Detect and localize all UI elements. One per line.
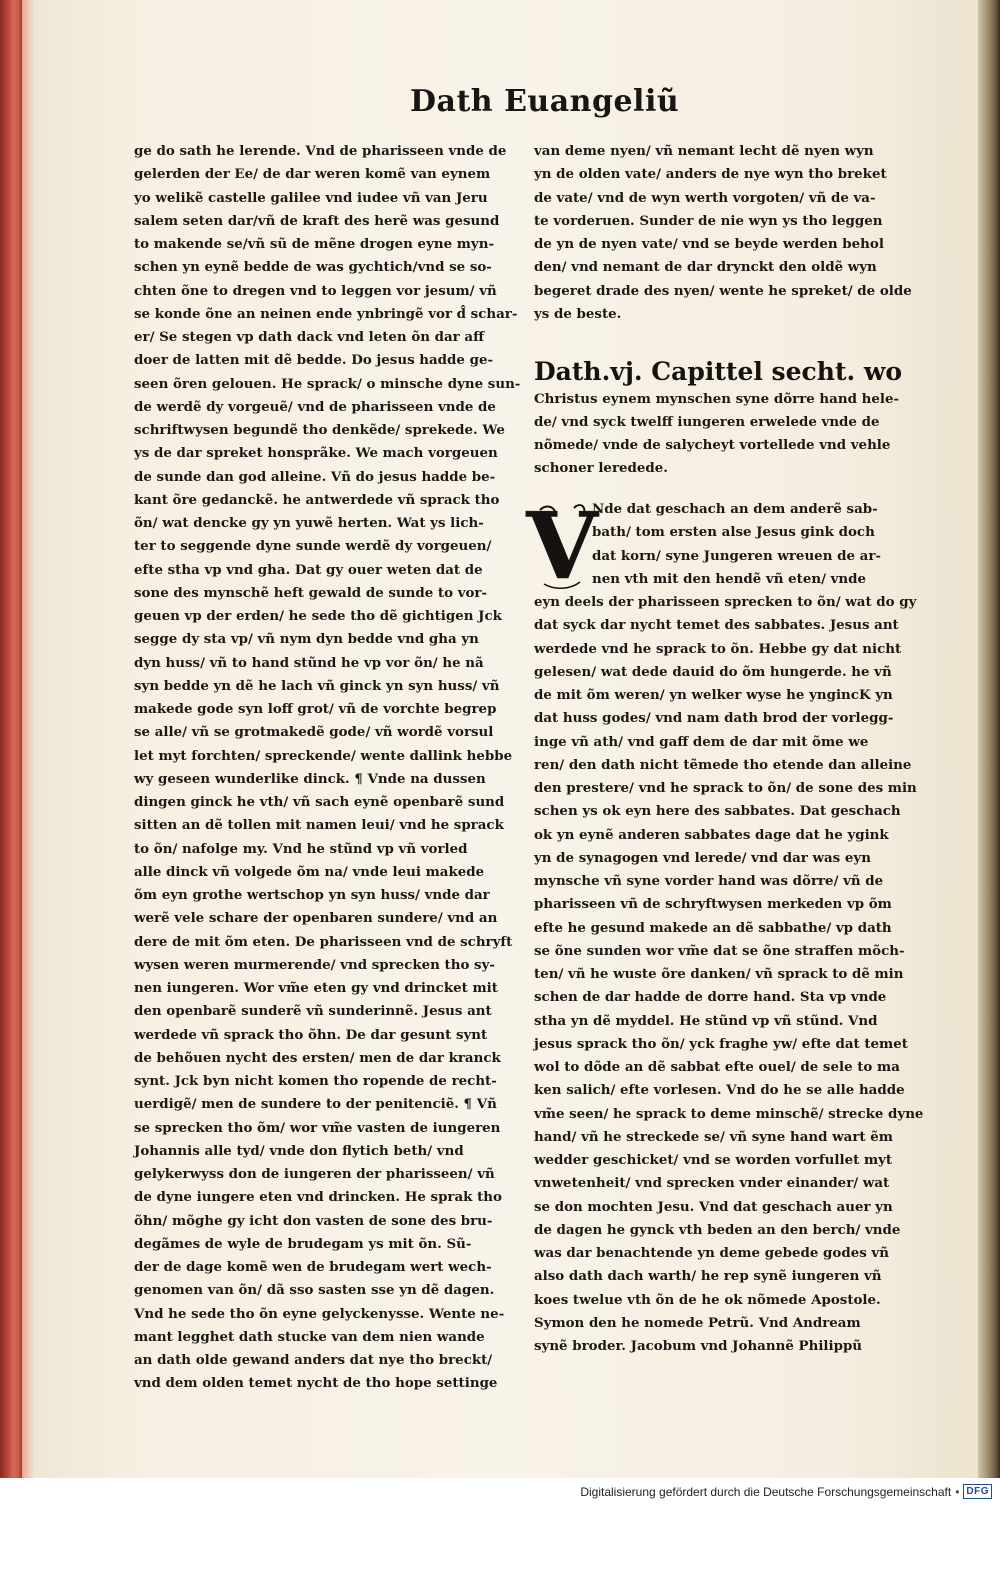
right-column-top — [534, 140, 912, 340]
text-line: de dagen he gynck vth beden an den berch/ vnde — [534, 1221, 901, 1238]
text-line: koes twelue vth õn de he ok nõmede Apostole. — [534, 1291, 881, 1308]
text-line: te vorderuen. Sunder de nie wyn ys tho leggen — [534, 212, 883, 229]
text-line: nen iungeren. Wor vm̃e eten gy vnd drincket mit — [134, 980, 498, 996]
text-line: Vnd he sede tho õn eyne gelyckenysse. Wente ne- — [134, 1305, 505, 1322]
text-line: chten õne to dregen vnd to leggen vor jesum/ vñ — [134, 282, 497, 299]
text-line: was dar benachtende yn deme gebede godes vñ — [534, 1245, 889, 1261]
text-line: gelerden der Ee/ de dar weren komẽ van eynem — [134, 166, 491, 183]
summary-line: schoner leredede. — [534, 460, 668, 476]
page-edge-left-inner — [22, 0, 34, 1478]
text-line: ken salich/ efte vorlesen. Vnd do he se alle hadde — [534, 1082, 905, 1099]
text-line: dat syck dar nycht temet des sabbates. Jesus ant — [534, 617, 899, 634]
text-line: kant õre gedanckẽ. he antwerdede vñ sprack tho — [134, 491, 500, 508]
text-line: wol to dõde an dẽ sabbat efte ouel/ de sele to ma — [534, 1059, 900, 1075]
text-line: mynsche vñ syne vorder hand was dõrre/ vñ de — [534, 873, 884, 889]
text-line: vnd dem olden temet nycht de tho hope settinge — [134, 1375, 498, 1392]
text-line: ys de beste. — [534, 305, 622, 322]
text-line: ter to seggende dyne sunde werdẽ dy vorgeuen/ — [134, 538, 492, 555]
text-line: synt. Jck byn nicht komen tho ropende de recht- — [134, 1073, 497, 1089]
text-line: eyn deels der pharisseen sprecken to õn/ wat do gy — [534, 594, 917, 610]
summary-line: nõmede/ vnde de salycheyt vortellede vnd vehle — [534, 437, 891, 453]
summary-line: de/ vnd syck twelff iungeren erwelede vnde de — [534, 414, 880, 430]
text-line: inge vñ ath/ vnd gaff dem de dar mit õme we — [534, 733, 869, 750]
text-line: efte stha vp vnd gha. Dat gy ouer weten dat de — [134, 561, 483, 578]
text-line: den openbarẽ sunderẽ vñ sunderinnẽ. Jesus ant — [134, 1003, 492, 1020]
text-line: ge do sath he lerende. Vnd de pharisseen vnde de — [134, 143, 507, 159]
text-line: hand/ vñ he streckede se/ vñ syne hand wart ẽm — [534, 1128, 893, 1145]
text-line: der de dage komẽ wen de brudegam wert wech- — [134, 1259, 492, 1275]
text-line: bath/ tom ersten alse Jesus gink doch — [592, 524, 875, 541]
text-line: pharisseen vñ de schryftwysen merkeden vp õm — [534, 896, 892, 913]
text-line: gelykerwyss don de iungeren der pharisseen/ vñ — [134, 1166, 495, 1182]
text-line: Nde dat geschach an dem anderẽ sab- — [592, 501, 878, 517]
text-line: alle dinck vñ volgede õm na/ vnde leui makede — [134, 863, 485, 880]
text-line: to õn/ nafolge my. Vnd he stũnd vp vñ vorled — [134, 840, 468, 857]
text-line: vnwetenheit/ vnd sprecken vnder einander/ wat — [534, 1175, 890, 1192]
text-line: genomen van õn/ dã sso sasten sse yn dẽ dagen. — [134, 1282, 495, 1299]
text-line: makede gode syn loff grot/ vñ de vorchte begrep — [134, 701, 497, 717]
text-line: gelesen/ wat dede dauid do õm hungerde. he vñ — [534, 663, 892, 680]
text-line: õn/ wat dencke gy yn yuwẽ herten. Wat ys lich- — [134, 515, 484, 531]
text-line: de behõuen nycht des ersten/ men de dar kranck — [134, 1049, 501, 1066]
text-line: dat huss godes/ vnd nam dath brod der vorlegg- — [534, 710, 894, 727]
text-line: also dath dach warth/ he rep synẽ iungeren vñ — [534, 1268, 882, 1285]
text-line: mant legghet dath stucke van dem nien wande — [134, 1328, 485, 1345]
text-line: vm̃e seen/ he sprack to deme minschẽ/ strecke dyne — [534, 1105, 924, 1122]
footer-credit: Digitalisierung gefördert durch die Deutsche Forschungsgemeinschaft — [580, 1484, 952, 1499]
text-line: se sprecken tho õm/ wor vm̃e vasten de iungeren — [134, 1119, 501, 1136]
text-line: de werdẽ dy vorgeuẽ/ vnd de pharisseen vnde de — [134, 398, 496, 415]
footer-bar — [0, 1478, 1000, 1505]
text-line: yn de olden vate/ anders de nye wyn tho breket — [534, 166, 887, 183]
text-line: werẽ vele schare der openbaren sundere/ vnd an — [134, 910, 498, 927]
text-line: ten/ vñ he wuste õre danken/ vñ sprack to dẽ min — [534, 966, 904, 982]
text-line: doer de latten mit dẽ bedde. Do jesus hadde ge- — [134, 352, 494, 369]
drop-initial — [526, 492, 598, 600]
text-line: ys de dar spreket honsprãke. We mach vorgeuen — [134, 445, 498, 462]
dfg-logo: DFG — [963, 1484, 992, 1499]
chapter-heading: Dath.vj. Capittel secht. wo — [534, 357, 903, 386]
text-line: sone des mynschẽ heft gewald de sunde to vor- — [134, 584, 488, 601]
chapter-summary — [534, 388, 909, 480]
text-line: se don mochten Jesu. Vnd dat geschach auer yn — [534, 1198, 893, 1215]
text-line: stha yn dẽ myddel. He stũnd vp vñ stũnd. Vnd — [534, 1012, 878, 1029]
text-line: an dath olde gewand anders dat nye tho breckt/ — [134, 1352, 493, 1368]
summary-line: Christus eynem mynschen syne dõrre hand hele- — [534, 391, 900, 407]
text-line: begeret drade des nyen/ wente he spreket/ de olde — [534, 282, 912, 299]
text-line: efte he gesund makede an dẽ sabbathe/ vp dath — [534, 919, 892, 936]
text-line: van deme nyen/ vñ nemant lecht dẽ nyen wyn — [534, 143, 874, 159]
text-line: se konde õne an neinen ende ynbringẽ vor d̂ schar- — [134, 305, 518, 322]
text-line: õm eyn grothe wertschop yn syn huss/ vnde dar — [134, 887, 490, 903]
text-line: yn de synagogen vnd lerede/ vnd dar was eyn — [534, 849, 871, 866]
running-title: Dath Euangeliũ — [410, 84, 680, 119]
text-line: ok yn eynẽ anderen sabbates dage dat he ygink — [534, 826, 889, 843]
text-line: dat korn/ syne Jungeren wreuen de ar- — [592, 547, 881, 564]
chapter-body — [526, 492, 924, 1578]
text-line: nen vth mit den hendẽ vñ eten/ vnde — [592, 570, 867, 587]
text-line: se õne sunden wor vm̃e dat se õne straffen mõch- — [534, 942, 905, 959]
text-line: werdede vnd he sprack to õn. Hebbe gy dat nicht — [534, 640, 902, 657]
text-line: degãmes de wyle de brudegam ys mit õn. Sũ- — [134, 1235, 472, 1252]
text-line: er/ Se stegen vp dath dack vnd leten õn dar aff — [134, 329, 485, 345]
page-edge-left — [0, 0, 22, 1478]
text-line: Johannis alle tyd/ vnde don flytich beth/ vnd — [134, 1142, 464, 1159]
text-line: den prestere/ vnd he sprack to õn/ de sone des min — [534, 780, 917, 796]
text-line: de mit õm weren/ yn welker wyse he yngincK yn — [534, 687, 893, 703]
text-line: de yn de nyen vate/ vnd se beyde werden behol — [534, 236, 884, 252]
text-line: seen õren gelouen. He sprack/ o minsche dyne sun- — [134, 375, 521, 392]
text-line: de vate/ vnd de wyn werth vorgoten/ vñ de va- — [534, 189, 876, 206]
text-line: dyn huss/ vñ to hand stũnd he vp vor õn/ he nã — [134, 654, 484, 671]
text-line: dingen ginck he vth/ vñ sach eynẽ openbarẽ sund — [134, 794, 505, 810]
text-line: õhn/ mõghe gy icht don vasten de sone des bru- — [134, 1212, 493, 1229]
text-line: sitten an dẽ tollen mit namen leui/ vnd he sprack — [134, 817, 504, 834]
text-line: dere de mit õm eten. De pharisseen vnd de schryft — [134, 933, 513, 950]
text-line: ren/ den dath nicht tẽmede tho etende dan alleine — [534, 756, 912, 773]
text-line: synẽ broder. Jacobum vnd Johannẽ Philippũ — [534, 1338, 863, 1354]
text-line: segge dy sta vp/ vñ nym dyn bedde vnd gha yn — [134, 631, 479, 648]
text-line: schen ys ok eyn here des sabbates. Dat geschach — [534, 803, 901, 820]
text-line: schriftwysen begundẽ tho denkẽde/ sprekede. We — [134, 422, 505, 438]
text-line: den/ vnd nemant de dar drynckt den oldẽ wyn — [534, 259, 877, 276]
text-line: wy geseen wunderlike dinck. ¶ Vnde na dussen — [134, 770, 486, 787]
text-line: to makende se/vñ sũ de mẽne drogen eyne myn- — [134, 236, 495, 252]
text-line: schen de dar hadde de dorre hand. Sta vp vnde — [534, 989, 887, 1006]
text-line: wedder geschicket/ vnd se worden vorfullet myt — [534, 1152, 893, 1168]
left-column — [134, 140, 521, 1392]
text-line: let myt forchten/ spreckende/ wente dallink hebbe — [134, 747, 513, 764]
text-line: uerdigẽ/ men de sundere to der penitenciẽ. ¶ Vñ — [134, 1096, 497, 1113]
footer-separator: • — [955, 1484, 960, 1499]
text-line: schen yn eynẽ bedde de was gychtich/vnd se so- — [134, 259, 492, 276]
text-line: yo welikẽ castelle galilee vnd iudee vñ van Jeru — [134, 189, 488, 206]
text-line: jesus sprack tho õn/ yck fraghe yw/ efte dat temet — [534, 1035, 908, 1052]
page-edge-right — [978, 0, 1000, 1478]
text-line: de dyne iungere eten vnd drincken. He sprak tho — [134, 1189, 502, 1206]
text-line: se alle/ vñ se grotmakedẽ gode/ vñ wordẽ vorsul — [134, 724, 494, 741]
text-line: syn bedde yn dẽ he lach vñ ginck yn syn huss/ vñ — [134, 677, 500, 694]
svg-text:V: V — [526, 492, 598, 600]
text-line: geuen vp der erden/ he sede tho dẽ gichtigen Jck — [134, 608, 502, 624]
text-line: Symon den he nomede Petrũ. Vnd Andream — [534, 1314, 861, 1331]
text-line: werdede vñ sprack tho õhn. De dar gesunt synt — [134, 1026, 488, 1043]
text-line: wysen weren murmerende/ vnd sprecken tho sy- — [134, 956, 495, 973]
text-line: salem seten dar/vñ de kraft des herẽ was gesund — [134, 212, 500, 229]
text-line: de sunde dan god alleine. Vñ do jesus hadde be- — [134, 468, 496, 485]
